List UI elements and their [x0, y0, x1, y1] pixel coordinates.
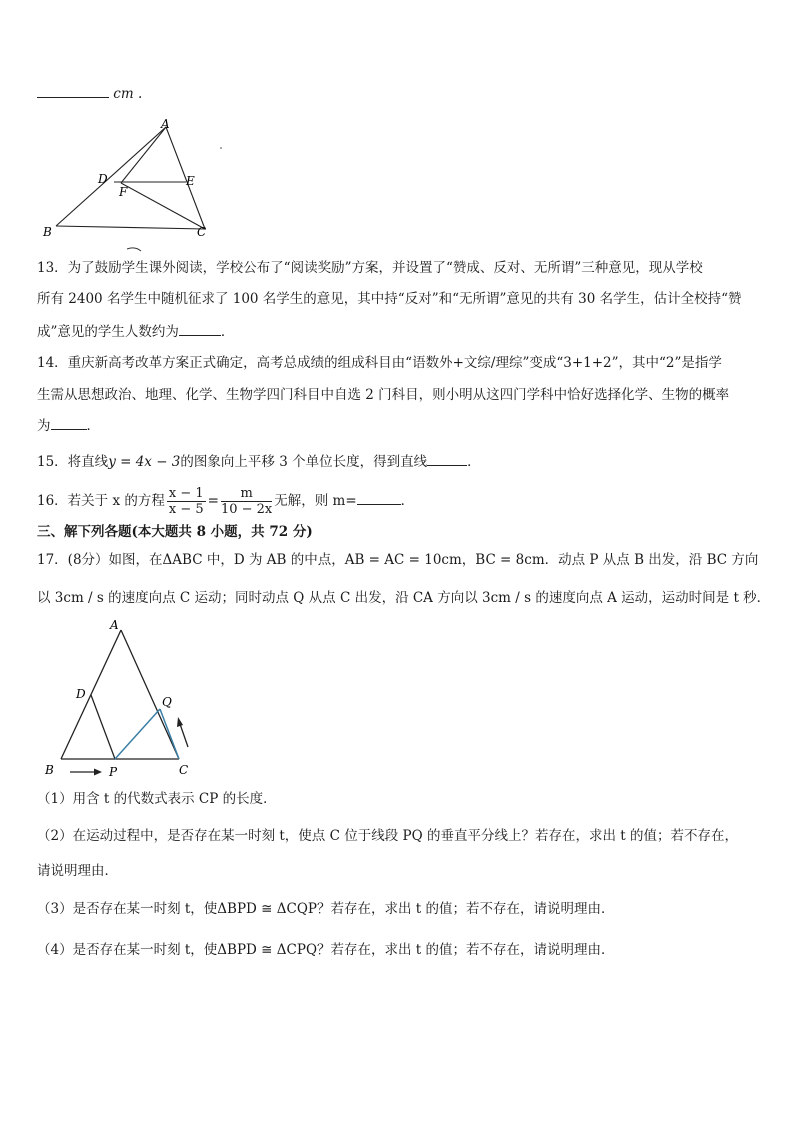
q15-equation: y = 4x − 3 — [108, 454, 181, 470]
fig2-label-b: B — [45, 763, 54, 777]
answer-blank — [37, 84, 109, 98]
fig2-label-a: A — [110, 618, 119, 632]
q14-line-1: 14．重庆新高考改革方案正式确定，高考总成绩的组成科目由“语数外+文综/理综”变成“3+1+2”，其中“2”是指学 — [37, 355, 722, 371]
fig2-label-p: P — [109, 765, 118, 779]
fraction-numerator: x − 1 — [168, 486, 204, 501]
q13-line-3 — [37, 322, 234, 341]
q12-answer-line — [37, 84, 142, 103]
figure-triangle-abc-q17 — [40, 614, 210, 784]
fig1-label-b: B — [43, 225, 52, 239]
q14-text: 为 — [37, 418, 51, 434]
answer-blank — [427, 452, 467, 466]
q14-end: ． — [86, 418, 100, 434]
q15-end: ． — [467, 454, 481, 470]
q17-sub-2a: （2）在运动过程中，是否存在某一时刻 t，使点 C 位于线段 PQ 的垂直平分线上？若存在，求出 t 的值；若不存在， — [37, 828, 738, 844]
fraction-denominator: 10 − 2x — [220, 502, 273, 517]
fraction-denominator: x − 5 — [168, 502, 204, 517]
q16-end: ． — [400, 493, 415, 509]
section-heading: 三、解下列各题(本大题共 8 小题，共 72 分) — [37, 524, 313, 540]
q17-sub-1: （1）用含 t 的代数式表示 CP 的长度． — [37, 791, 277, 807]
q17-sub-3: （3）是否存在某一时刻 t，使ΔBPD ≅ ΔCQP？若存在，求出 t 的值；若不存在，请说明理由． — [37, 901, 615, 917]
answer-blank — [51, 416, 87, 430]
q13-end: ． — [220, 324, 235, 340]
q15-line — [37, 452, 481, 471]
q17-line-1: 17．(8分）如图，在ΔABC 中，D 为 AB 的中点，AB = AC = 10cm，BC = 8cm．动点 P 从点 B 出发，沿 BC 方向 — [37, 552, 759, 568]
q15-mid: 的图象向上平移 3 个单位长度，得到直线 — [180, 454, 428, 470]
fig1-label-d: D — [98, 172, 108, 186]
answer-blank — [179, 322, 221, 336]
fig2-label-c: C — [179, 763, 189, 777]
fig1-label-e: E — [186, 174, 195, 188]
fraction-numerator: m — [221, 486, 272, 502]
q14-line-2: 生需从思想政治、地理、化学、生物学四门科目中自选 2 门科目，则小明从这四门学科中恰好选择化学、生物的概率 — [37, 387, 730, 403]
figure-triangle-abc-q12 — [35, 115, 235, 255]
q12-unit: cm . — [113, 86, 143, 102]
q16-fraction-left — [167, 486, 206, 517]
q13-line-1: 13．为了鼓励学生课外阅读，学校公布了“阅读奖励”方案，并设置了“赞成、反对、无所谓”三种意见，现从学校 — [37, 260, 703, 276]
fig1-label-a: A — [161, 117, 170, 131]
q16-prefix: 16．若关于 x 的方程 — [37, 493, 165, 509]
answer-blank — [357, 491, 401, 505]
q17-sub-2b: 请说明理由． — [37, 863, 118, 879]
q16-fraction-right — [221, 486, 272, 517]
q13-line-2: 所有 2400 名学生中随机征求了 100 名学生的意见，其中持“反对”和“无所谓”意见的共有 30 名学生，估计全校持“赞 — [37, 291, 742, 307]
q17-line-2: 以 3cm / s 的速度向点 C 运动；同时动点 Q 从点 C 出发，沿 CA 方向以 3cm / s 的速度向点 A 运动，运动时间是 t 秒． — [37, 590, 771, 606]
q16-mid: 无解，则 m= — [274, 493, 357, 509]
q13-text: 成”意见的学生人数约为 — [37, 324, 179, 340]
q17-sub-4: （4）是否存在某一时刻 t，使ΔBPD ≅ ΔCPQ？若存在，求出 t 的值；若不存在，请说明理由． — [37, 942, 615, 958]
fig2-label-d: D — [76, 687, 86, 701]
fig1-label-c: C — [197, 225, 207, 239]
q14-line-3 — [37, 416, 100, 435]
q15-prefix: 15．将直线 — [37, 454, 109, 470]
q16-line — [37, 484, 414, 518]
q16-equals: = — [207, 493, 219, 509]
fig2-label-q: Q — [162, 695, 172, 709]
fig1-label-f: F — [119, 185, 128, 199]
